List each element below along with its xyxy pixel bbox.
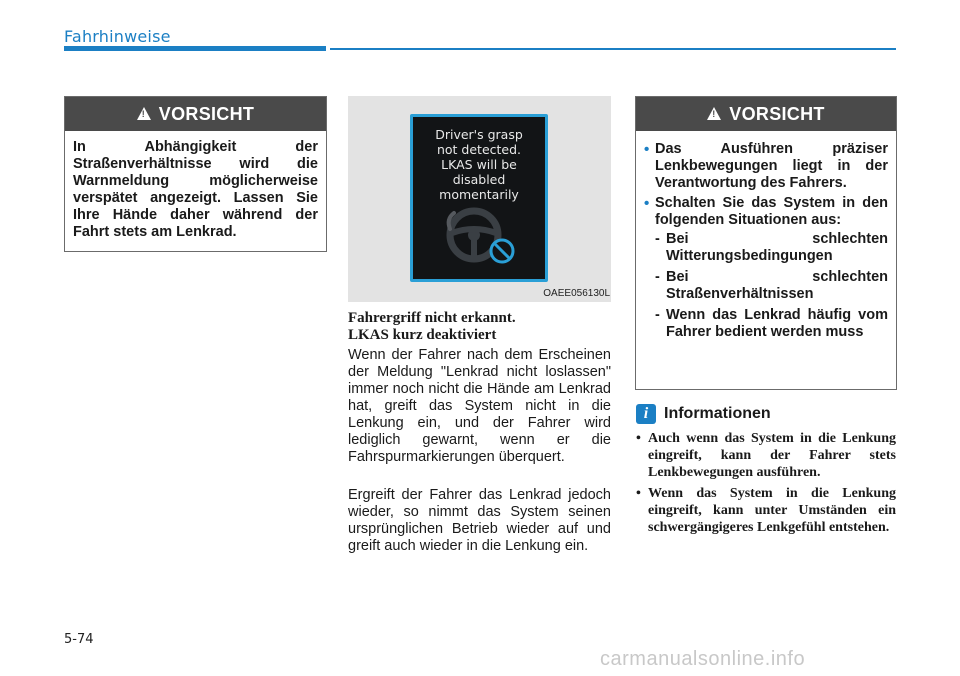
watermark: carmanualsonline.info [600,648,806,670]
info-title: Informationen [664,405,771,422]
figure-code: OAEE056130L [543,288,610,299]
display-line: momentarily [439,187,519,202]
bullet-dot-icon: • [644,195,650,212]
header-rule-thin [330,48,896,50]
display-line: not detected. [436,142,522,157]
section-title: Fahrhinweise [64,27,171,46]
bullet-dot-icon: • [644,141,650,158]
info-header [636,404,771,424]
body-paragraph-2: Ergreift der Fahrer das Lenkrad jedoch wieder, so nimmt das System seinen ursprünglichen Betrieb wieder auf und greift auch wieder in die Lenkung ein. [348,487,611,554]
header-rule-thick [64,46,326,51]
caution-subitem: - Bei schlechten Straßenverhältnissen [655,269,888,302]
list-item-text: Auch wenn das System in die Lenkung eingreift, kann der Fahrer stets Lenkbewegungen ausführen. [648,431,896,480]
steering-wheel-icon [440,205,520,271]
body-paragraph-1: Wenn der Fahrer nach dem Erscheinen der Meldung "Lenkrad nicht loslassen" immer noch nicht die Hände am Lenkrad hat, greift das System nicht in die Lenkung ein, und der Fahrer wird lediglich gewarnt, wenn er die Fahrspurmarkierungen überquert. [348,347,611,465]
heading-line: LKAS kurz deaktiviert [348,327,497,343]
subitem-text: Wenn das Lenkrad häufig vom Fahrer bedient werden muss [666,307,888,340]
caution-header [65,97,326,131]
list-item: • Auch wenn das System in die Lenkung eingreift, kann der Fahrer stets Lenkbewegungen ausführen. [636,431,896,480]
caution-title: VORSICHT [158,103,255,124]
cluster-display [410,114,548,282]
caution-text: In Abhängigkeit der Straßenverhältnisse wird die Warnmeldung möglicherweise verspätet angezeigt. Lassen Sie Ihre Hände daher während der Fahrt stets am Lenkrad. [73,139,318,240]
caution-content [636,131,896,349]
list-item: • Wenn das System in die Lenkung eingreift, kann unter Umständen ein schwergängigeres Lenkgefühl entstehen. [636,486,896,535]
heading-line: Fahrergriff nicht erkannt. [348,310,516,326]
display-line: LKAS will be [441,157,517,172]
display-line: Driver's grasp [435,127,523,142]
subitem-text: Bei schlechten Straßenverhältnissen [666,269,888,302]
caution-bullet [644,195,888,229]
caution-header [636,97,896,131]
lkas-display-figure [348,96,611,302]
subitem-text: Bei schlechten Witterungsbedingungen [666,231,888,264]
info-icon: i [636,404,656,424]
caution-subitem: - Bei schlechten Witterungsbedingungen [655,231,888,264]
warning-triangle-icon [707,107,721,120]
page-number: 5-74 [64,632,94,647]
caution-title: VORSICHT [729,103,825,124]
bullet-text: Das Ausführen präziser Lenkbewegungen liegt in der Verantwortung des Fahrers. [655,141,888,191]
display-line: disabled [452,172,506,187]
caution-subitem: - Wenn das Lenkrad häufig vom Fahrer bedient werden muss [655,307,888,340]
info-list [636,430,896,540]
section-heading [348,310,516,344]
warning-triangle-icon [137,107,151,120]
caution-box-left [64,96,327,252]
caution-bullet [644,141,888,192]
caution-box-right [635,96,897,390]
display-message [413,127,545,202]
list-item-text: Wenn das System in die Lenkung eingreift, kann unter Umständen ein schwergängigeres Lenkgefühl entstehen. [648,486,896,535]
bullet-text: Schalten Sie das System in den folgenden Situationen aus: [655,195,888,228]
